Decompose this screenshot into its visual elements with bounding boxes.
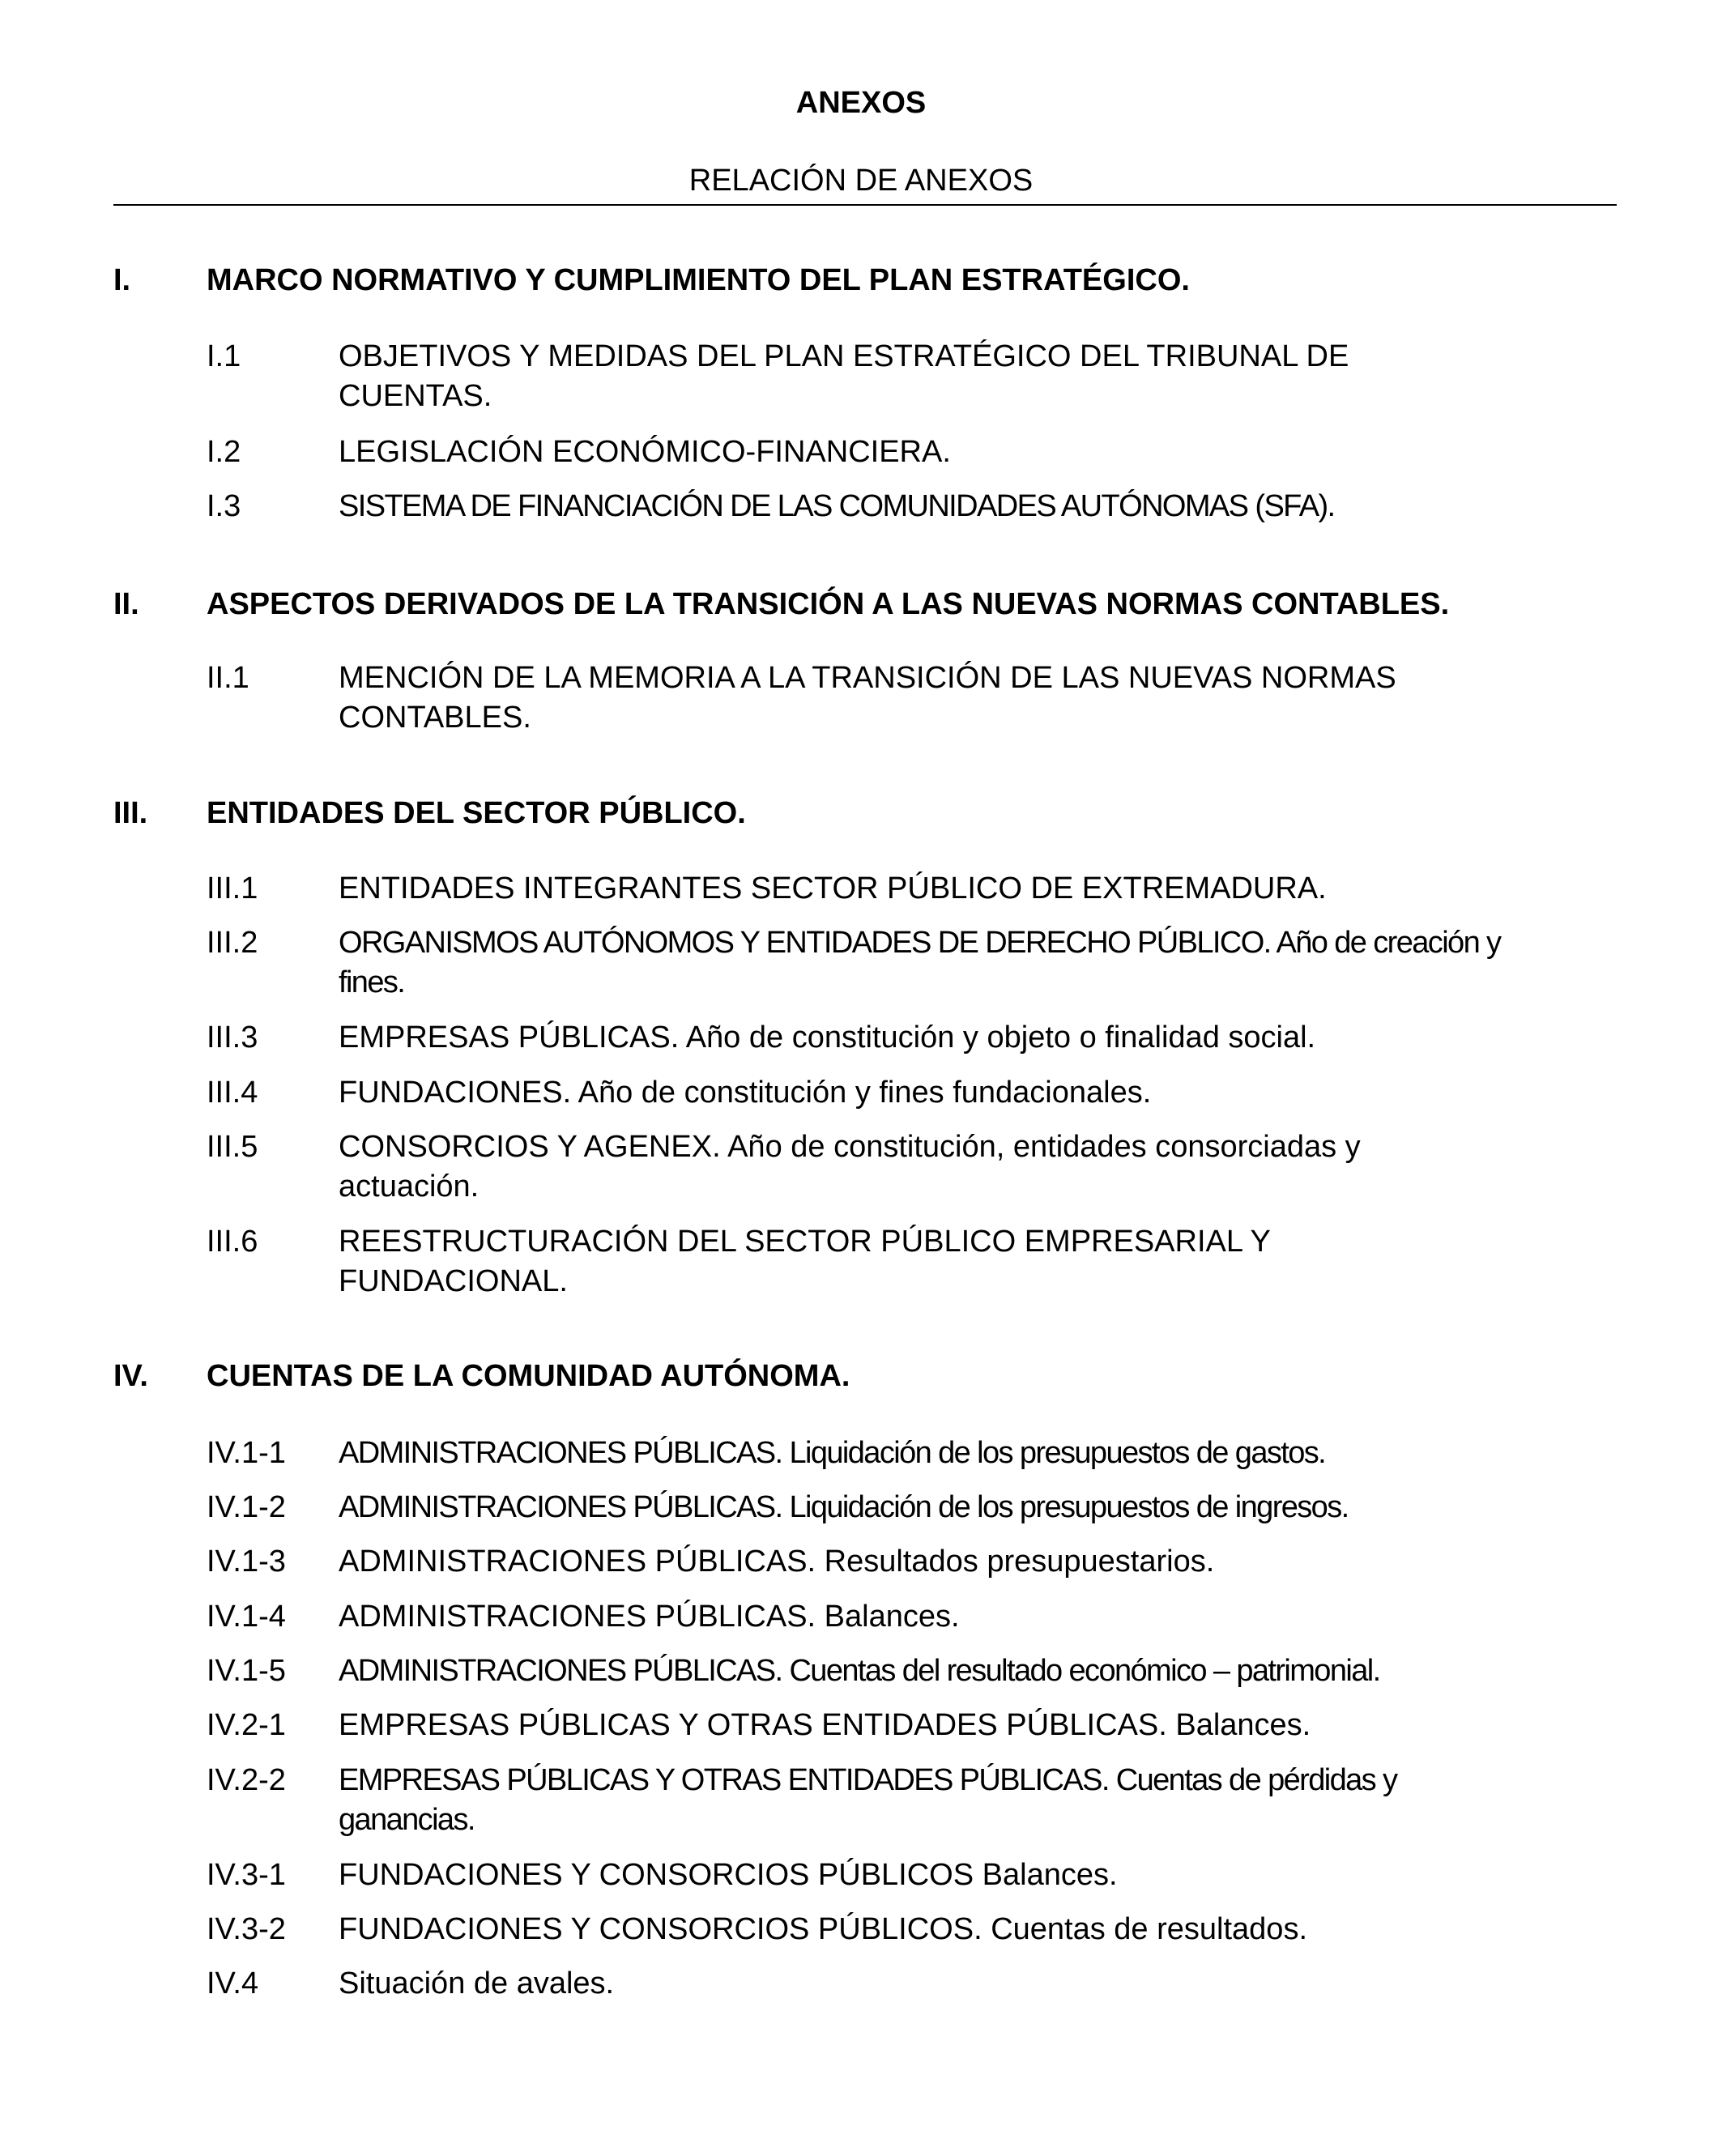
annex-description: REESTRUCTURACIÓN DEL SECTOR PÚBLICO EMPRESARIAL Y FUNDACIONAL.: [339, 1225, 1271, 1298]
annex-description: ADMINISTRACIONES PÚBLICAS. Liquidación de los presupuestos de ingresos.: [339, 1490, 1349, 1524]
annex-code: IV.2-2: [207, 1763, 286, 1797]
annex-code: III.2: [207, 926, 258, 960]
section-title: ASPECTOS DERIVADOS DE LA TRANSICIÓN A LAS NUEVAS NORMAS CONTABLES.: [207, 587, 1450, 621]
annex-code: III.1: [207, 871, 258, 905]
annex-description: EMPRESAS PÚBLICAS Y OTRAS ENTIDADES PÚBLICAS. Cuentas de pérdidas y ganancias.: [339, 1763, 1397, 1837]
section-number: III.: [113, 796, 148, 830]
annex-description: LEGISLACIÓN ECONÓMICO-FINANCIERA.: [339, 435, 951, 469]
annex-description: EMPRESAS PÚBLICAS. Año de constitución y objeto o finalidad social.: [339, 1020, 1316, 1055]
section-number: II.: [113, 587, 139, 621]
annex-code: IV.2-1: [207, 1708, 286, 1742]
annex-description: ENTIDADES INTEGRANTES SECTOR PÚBLICO DE EXTREMADURA.: [339, 871, 1327, 905]
annex-description: ADMINISTRACIONES PÚBLICAS. Resultados presupuestarios.: [339, 1545, 1215, 1579]
annex-description: ADMINISTRACIONES PÚBLICAS. Cuentas del resultado económico – patrimonial.: [339, 1654, 1380, 1688]
section-title: MARCO NORMATIVO Y CUMPLIMIENTO DEL PLAN ESTRATÉGICO.: [207, 263, 1190, 297]
annex-code: I.2: [207, 435, 241, 469]
section-number: I.: [113, 263, 131, 297]
page-title: ANEXOS: [795, 86, 927, 120]
annex-description: OBJETIVOS Y MEDIDAS DEL PLAN ESTRATÉGICO DEL TRIBUNAL DE CUENTAS.: [339, 339, 1349, 413]
annex-code: III.6: [207, 1225, 258, 1259]
annex-code: I.3: [207, 489, 241, 523]
annex-code: IV.1-2: [207, 1490, 286, 1524]
section-title: CUENTAS DE LA COMUNIDAD AUTÓNOMA.: [207, 1359, 850, 1393]
section-title: ENTIDADES DEL SECTOR PÚBLICO.: [207, 796, 746, 830]
annex-code: IV.4: [207, 1966, 259, 2000]
annex-code: I.1: [207, 339, 241, 373]
annex-description: ADMINISTRACIONES PÚBLICAS. Liquidación de los presupuestos de gastos.: [339, 1436, 1326, 1470]
annex-code: IV.1-4: [207, 1600, 286, 1634]
annex-description: Situación de avales.: [339, 1966, 615, 2000]
annex-code: III.3: [207, 1020, 258, 1055]
section-number: IV.: [113, 1359, 148, 1393]
annex-code: IV.1-1: [207, 1436, 286, 1470]
annex-description: CONSORCIOS Y AGENEX. Año de constitución, entidades consorciadas y actuación.: [339, 1130, 1361, 1204]
annex-description: ADMINISTRACIONES PÚBLICAS. Balances.: [339, 1600, 960, 1634]
annex-description: SISTEMA DE FINANCIACIÓN DE LAS COMUNIDADES AUTÓNOMAS (SFA).: [339, 489, 1335, 523]
annex-code: IV.1-5: [207, 1654, 286, 1688]
annex-description: FUNDACIONES Y CONSORCIOS PÚBLICOS. Cuentas de resultados.: [339, 1912, 1307, 1946]
annex-code: III.4: [207, 1076, 258, 1110]
header-divider: [113, 204, 1617, 206]
annex-code: II.1: [207, 661, 249, 695]
annex-description: FUNDACIONES. Año de constitución y fines fundacionales.: [339, 1076, 1152, 1110]
annex-description: EMPRESAS PÚBLICAS Y OTRAS ENTIDADES PÚBLICAS. Balances.: [339, 1708, 1311, 1742]
annex-code: IV.3-2: [207, 1912, 286, 1946]
annex-description: MENCIÓN DE LA MEMORIA A LA TRANSICIÓN DE LAS NUEVAS NORMAS CONTABLES.: [339, 661, 1396, 735]
annex-description: ORGANISMOS AUTÓNOMOS Y ENTIDADES DE DERECHO PÚBLICO. Año de creación y fines.: [339, 926, 1501, 999]
page-subtitle: RELACIÓN DE ANEXOS: [688, 164, 1034, 198]
annex-code: IV.3-1: [207, 1858, 286, 1892]
annex-code: IV.1-3: [207, 1545, 286, 1579]
annex-code: III.5: [207, 1130, 258, 1164]
annex-description: FUNDACIONES Y CONSORCIOS PÚBLICOS Balances.: [339, 1858, 1118, 1892]
